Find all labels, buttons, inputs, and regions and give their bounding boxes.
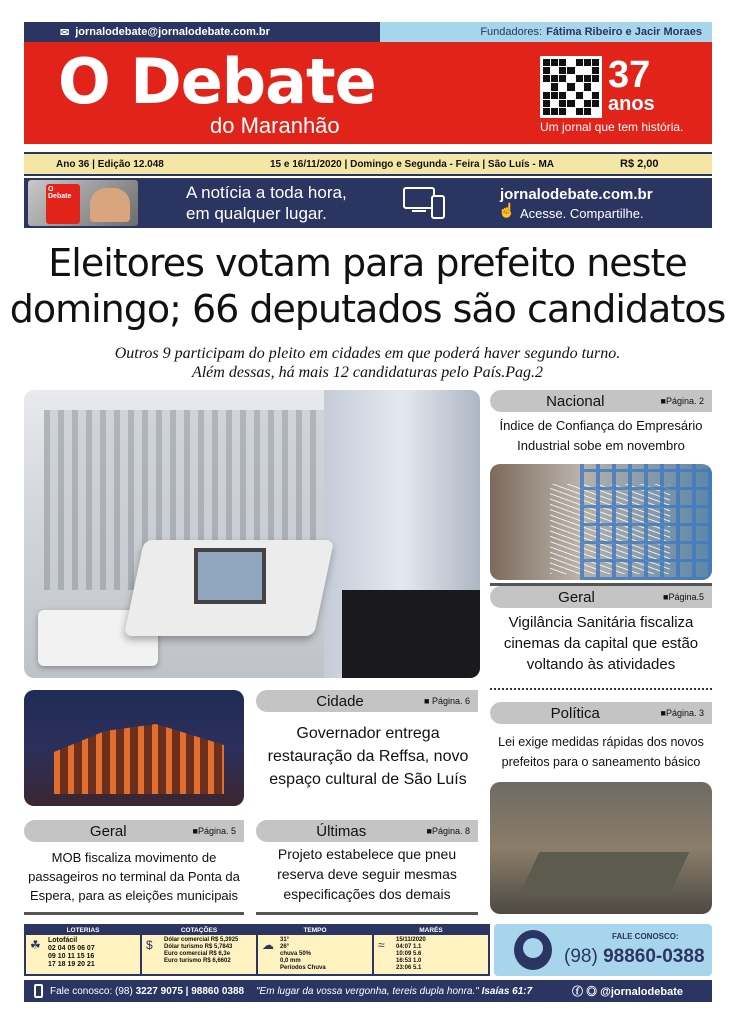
section-name: Cidade [316, 692, 364, 710]
headset-icon [514, 930, 552, 970]
section-page: ■Página. 2 [660, 396, 704, 406]
website-link[interactable]: jornalodebate.com.br [500, 186, 653, 203]
anniversary-number: 37 [608, 54, 651, 96]
contact-area-code: (98) [564, 946, 598, 967]
money-icon: $ [146, 938, 153, 952]
weather-row: 31° [280, 937, 290, 943]
cotacoes-box [142, 926, 256, 974]
tap-hand-icon: ☝ [498, 202, 516, 218]
section-page: ■Página.5 [663, 592, 704, 602]
footer-social[interactable] [572, 983, 683, 999]
main-headline[interactable] [0, 240, 735, 332]
voting-machine-photo[interactable] [24, 390, 480, 678]
anniversary-label: anos [608, 93, 655, 115]
photo-person-pants [342, 590, 480, 678]
lottery-row: 09 10 11 15 16 [48, 953, 95, 960]
banner-line-2: em qualquer lugar. [186, 204, 327, 223]
quote-row: Euro turismo R$ 6,6602 [164, 958, 231, 964]
email-strip[interactable] [24, 22, 380, 42]
hand-image [90, 188, 130, 222]
headline-line-2: domingo; 66 deputados são candidatos [9, 287, 726, 331]
footer-phone-numbers: 3227 9075 | 98860 0388 [135, 985, 245, 997]
masthead [24, 42, 712, 144]
contact-box[interactable] [494, 924, 712, 976]
clover-icon: ☘ [30, 938, 41, 952]
quote-row: Euro comercial R$ 6,3e [164, 951, 231, 957]
mail-icon: ✉ [60, 26, 70, 39]
tempo-title: TEMPO [258, 926, 372, 935]
email-address[interactable]: jornalodebate@jornalodebate.com.br [75, 26, 270, 38]
photo-voting-screen [194, 548, 266, 604]
qr-code-icon[interactable] [540, 56, 602, 118]
mares-body [396, 937, 426, 972]
anniversary-badge [608, 56, 655, 114]
mobile-phone-icon [34, 984, 43, 998]
weather-row: 0,0 mm [280, 958, 301, 964]
banner-message [186, 182, 347, 224]
story-geral-cinemas[interactable]: Vigilância Sanitária fiscaliza cinemas da capital que estão voltando às atividades [503, 614, 699, 673]
contact-phone: 98860-0388 [603, 946, 705, 967]
sanitation-photo[interactable] [490, 782, 712, 914]
contact-label: FALE CONOSCO: [612, 932, 679, 941]
footer-bar [24, 980, 712, 1002]
loterias-box [26, 926, 140, 974]
instagram-icon[interactable]: ◎ [586, 986, 598, 998]
section-page: ■Página. 5 [192, 826, 236, 836]
main-subheadline [0, 344, 735, 382]
weather-icon: ☁ [262, 938, 274, 952]
edition-bar [24, 152, 712, 176]
mini-logo: O Debate [46, 184, 80, 224]
tempo-body [280, 937, 326, 972]
footer-quote-text: "Em lugar da vossa vergonha, tereis dupla honra." [256, 985, 479, 997]
subheadline-line-1: Outros 9 participam do pleito em cidades em que poderá haver segundo turno. [114, 345, 621, 362]
tide-row: 10:09 5.6 [396, 951, 422, 957]
cotacoes-title: COTAÇÕES [142, 926, 256, 935]
tagline: Um jornal que tem história. [540, 120, 684, 134]
quote-row: Dólar comercial R$ 5,3925 [164, 937, 239, 943]
wave-icon: ≈ [378, 938, 385, 952]
section-page: ■ Página. 6 [424, 696, 470, 706]
promo-banner[interactable] [24, 178, 712, 228]
footer-quote [256, 986, 532, 997]
lottery-row: 02 04 05 06 07 [48, 945, 95, 952]
mares-box [374, 926, 488, 974]
year-edition: Ano 36 | Edição 12.048 [56, 158, 164, 170]
story-geral-mob[interactable]: MOB fiscaliza movimento de passageiros no terminal da Ponta da Espera, para as eleições municipais [28, 850, 240, 903]
section-tab-nacional[interactable] [490, 390, 712, 412]
founders-names: Fátima Ribeiro e Jacir Moraes [546, 26, 702, 38]
photo-frames [580, 464, 712, 580]
story-cidade[interactable]: Governador entrega restauração da Reffsa, novo espaço cultural de São Luís [267, 725, 469, 788]
footer-phone-label: Fale conosco: (98) [50, 985, 133, 997]
tide-row: 16:53 1.0 [396, 958, 422, 964]
tide-date: 15/11/2020 [396, 937, 426, 943]
tide-row: 23:06 5.1 [396, 965, 422, 971]
story-ultimas[interactable]: Projeto estabelece que pneu reserva deve seguir mesmas especificações dos demais [277, 846, 457, 902]
divider [256, 912, 478, 915]
section-page: ■Página. 8 [426, 826, 470, 836]
photo-building [54, 724, 224, 794]
footer-quote-ref: Isaías 61:7 [481, 985, 533, 997]
tide-row: 04:07 1.1 [396, 944, 422, 950]
dotted-divider [490, 688, 712, 690]
cotacoes-body [164, 937, 238, 965]
divider [24, 912, 244, 915]
section-tab-geral-mob[interactable] [24, 820, 244, 842]
tempo-box [258, 926, 372, 974]
story-politica[interactable]: Lei exige medidas rápidas dos novos prefeitos para o saneamento básico [498, 735, 704, 769]
phone-hand-image [28, 180, 138, 226]
top-bar [24, 22, 712, 42]
section-tab-politica[interactable] [490, 702, 712, 724]
mares-title: MARÉS [374, 926, 488, 935]
section-page: ■Página. 3 [660, 708, 704, 718]
loterias-body [48, 937, 95, 969]
edition-date: 15 e 16/11/2020 | Domingo e Segunda - Feira | São Luís - MA [270, 158, 555, 170]
lottery-row: 17 18 19 20 21 [48, 961, 95, 968]
footer-phone[interactable] [50, 986, 244, 997]
facebook-icon[interactable]: ⓕ [572, 986, 583, 998]
weather-row: chuva 50% [280, 951, 312, 957]
weather-row: Períodos Chuva [280, 965, 326, 971]
weather-row: 26° [280, 944, 290, 950]
contact-number[interactable] [564, 946, 705, 968]
quote-row: Dólar turismo R$ 5,7843 [164, 944, 233, 950]
section-name: Geral [558, 588, 595, 606]
edition-price: R$ 2,00 [620, 158, 659, 170]
section-tab-cidade[interactable] [256, 690, 478, 712]
loterias-title: LOTERIAS [26, 926, 140, 935]
section-name: Nacional [546, 392, 605, 410]
section-name: Últimas [316, 822, 367, 840]
newspaper-logo-subtitle: do Maranhão [210, 113, 340, 138]
reffsa-building-photo[interactable] [24, 690, 244, 806]
factory-photo[interactable] [490, 464, 712, 580]
photo-stream [521, 852, 690, 892]
lottery-game: Lotofácil [48, 937, 78, 944]
headline-line-1: Eleitores votam para prefeito neste [48, 241, 687, 285]
story-nacional[interactable]: Índice de Confiança do Empresário Industrial sobe em novembro [499, 418, 703, 453]
subheadline-line-2: Além dessas, há mais 12 candidaturas pelo País.Pag.2 [191, 364, 544, 381]
banner-line-1: A notícia a toda hora, [186, 183, 347, 202]
section-tab-geral[interactable] [490, 586, 712, 608]
newspaper-logo[interactable]: O Debate [58, 45, 376, 118]
section-name: Geral [89, 822, 127, 840]
devices-icon [402, 186, 446, 220]
social-handle[interactable]: @jornalodebate [600, 986, 683, 998]
share-text: Acesse. Compartilhe. [520, 206, 644, 221]
section-name: Política [550, 704, 600, 722]
info-bar [24, 924, 490, 976]
section-tab-ultimas[interactable] [256, 820, 478, 842]
founders-strip [380, 22, 712, 42]
founders-label: Fundadores: [480, 26, 543, 38]
